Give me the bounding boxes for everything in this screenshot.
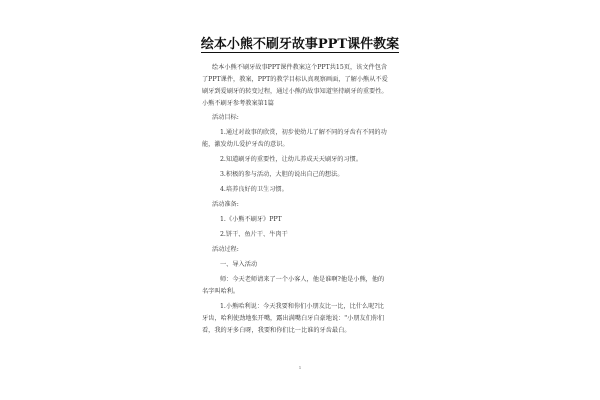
goal-item-1: 1.通过对故事的欣赏，初步使幼儿了解不同的牙齿有不同的功 (220, 129, 387, 136)
goal-item-4: 4.培养良好的卫生习惯。 (220, 186, 288, 193)
goal-item-3: 3.积极的参与活动，大胆的说出自己的想法。 (220, 171, 344, 178)
step1-item-1: 1.小熊哈利说：今天我要和你们小朋友比一比，比什么呢?比 (220, 303, 384, 310)
process-heading: 活动过程: (212, 246, 239, 253)
page-number: 1 (298, 365, 302, 370)
intro-line: 了PPT课件，教案，PPT的教学目标认真观察画面，了解小熊从不爱 (202, 76, 388, 83)
intro-paragraph (202, 62, 402, 74)
intro-line: 绘本小熊不刷牙故事PPT课件教案这个PPT共15页，该文件包含 (212, 64, 388, 71)
teacher-line: 师：今天老师请来了一个小客人，他是谁啊?他是小熊，他的 (220, 276, 385, 283)
step1-item-1-continued: 牙齿，哈利使劲地张开嘴，露出满嘴白牙自豪地说："小朋友们你们 看，我的牙多白呀，我要和你们比一比谁的牙齿最白。 (202, 315, 385, 334)
teacher-line-continued: 名字叫哈利。 (202, 288, 240, 295)
prep-item-2: 2.饼干、鱼片干、牛肉干 (220, 231, 288, 238)
goal-item-1-continued: 能，激发幼儿爱护牙齿的意识。 (202, 141, 289, 148)
prep-item-1: 1.《小熊不刷牙》PPT (220, 216, 282, 223)
document-title-text: 绘本小熊不刷牙故事PPT课件教案 (200, 37, 400, 52)
document-body (202, 62, 402, 337)
step1-heading: 一、导入活动 (220, 261, 258, 268)
section-heading: 小熊不刷牙参考教案第1篇 (202, 100, 274, 107)
document-title (0, 37, 600, 53)
intro-line: 刷牙到爱刷牙的转变过程，通过小熊的故事知道坚持刷牙的重要性。 (202, 88, 388, 95)
goals-heading: 活动目标: (212, 114, 239, 121)
intro-paragraph-continued (202, 74, 402, 98)
prep-heading: 活动准备: (212, 201, 239, 208)
goal-item-2: 2.知道刷牙的重要性，让幼儿养成天天刷牙的习惯。 (220, 156, 363, 163)
